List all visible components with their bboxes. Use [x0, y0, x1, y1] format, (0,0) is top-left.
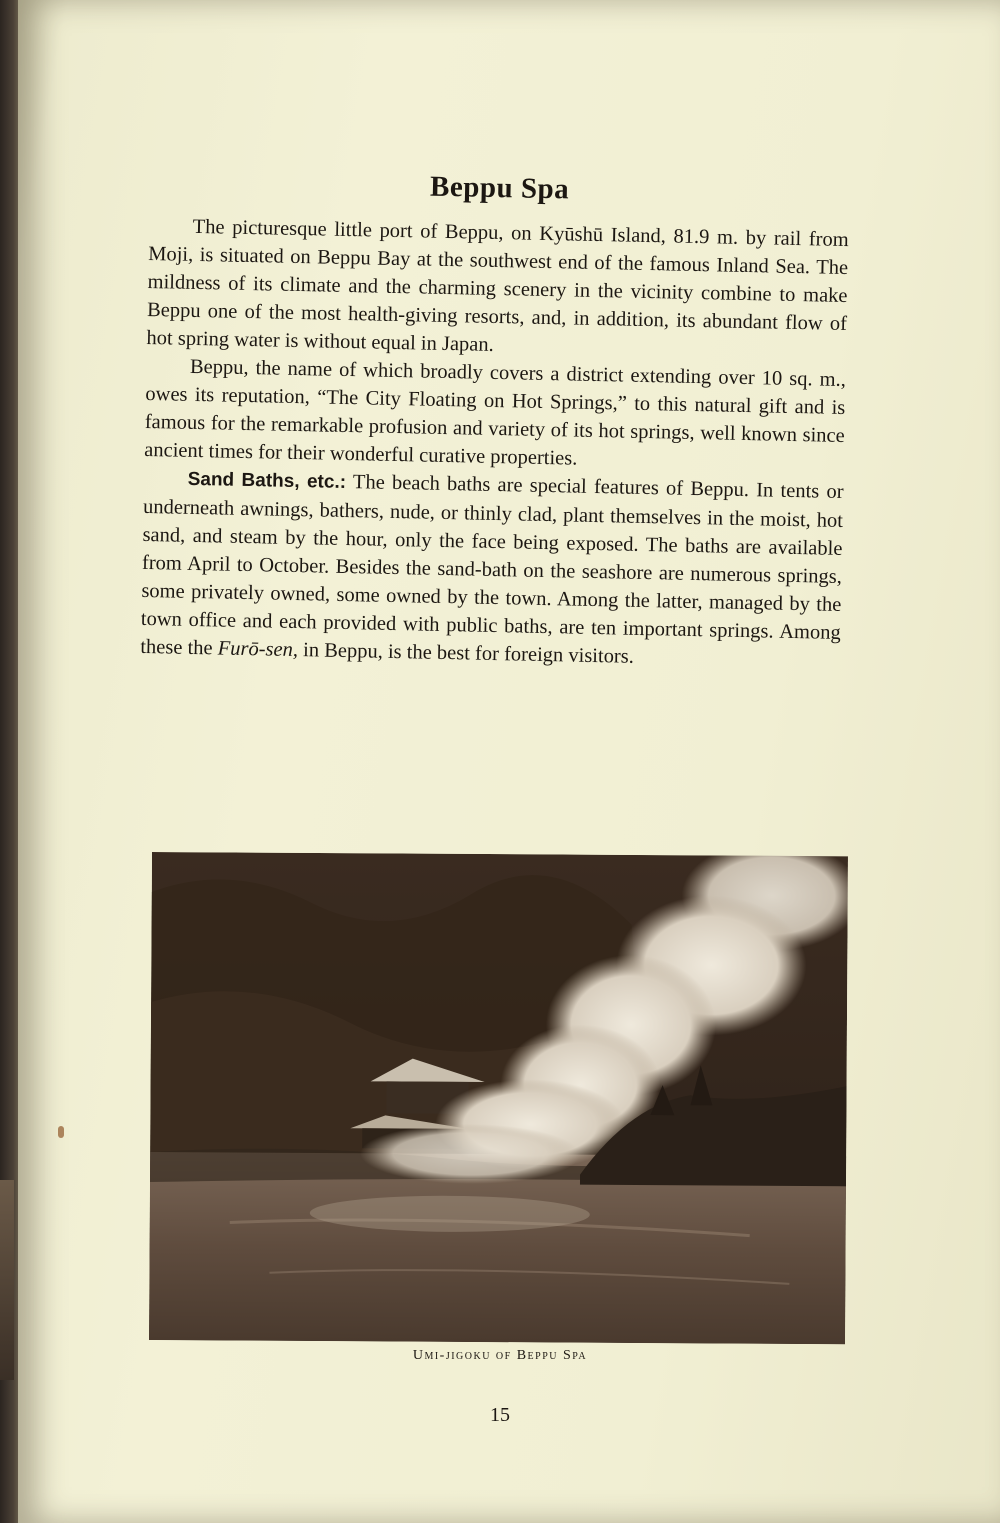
page-text-block: [140, 165, 850, 675]
sand-baths-heading: Sand Baths, etc.:: [187, 468, 347, 493]
paragraph-reputation: Beppu, the name of which broadly covers a district extending over 10 sq. m., owes its reputation, “The City Floating on Hot Springs,” to this natural gift and is famous for the remarkable profusion and variety of its hot springs, well known since ancient times for their wonderful curative properties.: [144, 355, 847, 470]
paragraph-intro: The picturesque little port of Beppu, on Kyūshū Island, 81.9 m. by rail from Moji, is situated on Beppu Bay at the southwest end of the famous Inland Sea. The mildness of its climate and the charming scenery in the vicinity combine to make Beppu one of the most health-giving resorts, and, in addition, its abundant flow of hot spring water is without equal in Japan.: [146, 215, 849, 356]
facing-page-photo-edge: [0, 1180, 14, 1380]
sand-baths-text: The beach baths are special features of Beppu. In tents or underneath awnings, bathers, nude, or thinly clad, plant themselves in the moist, hot sand, and steam by the hour, only the face being exposed. The baths are available from April to October. Besides the sand-bath on the seashore are numerous springs, some privately owned, some owned by the town. Among the latter, managed by the town office and each provided with public baths, are ten important springs. Among these the: [140, 471, 844, 660]
photo-caption: Umi-jigoku of Beppu Spa: [412, 1348, 588, 1363]
photo-illustration: [149, 852, 848, 1344]
umi-jigoku-photo: [149, 852, 848, 1344]
paragraph-sand-baths: [140, 464, 844, 675]
page-title: Beppu Spa: [429, 170, 570, 206]
foxing-spot: [58, 1126, 64, 1138]
furo-sen-term: Furō-sen,: [217, 637, 299, 662]
sand-baths-text-end: in Beppu, is the best for foreign visitors.: [302, 639, 635, 668]
page-number: 15: [490, 1404, 510, 1426]
